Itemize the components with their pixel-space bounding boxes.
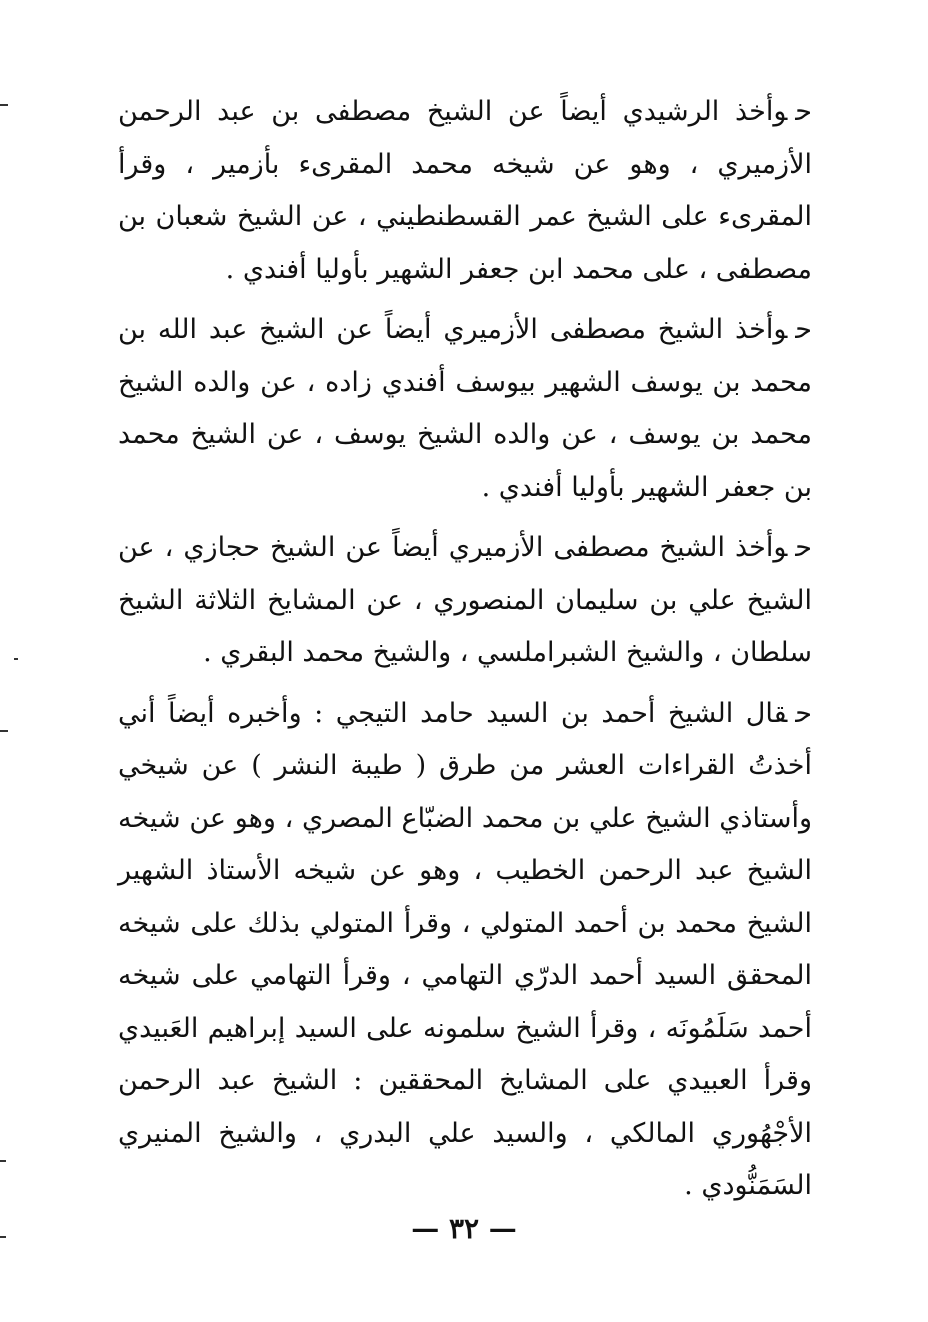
paragraph-marker: ح xyxy=(795,697,812,729)
edge-mark xyxy=(0,730,8,732)
paragraph-text: وأخذ الشيخ مصطفى الأزميري أيضاً عن الشيخ عبد الله بن محمد بن يوسف الشهير بيوسف أفندي زاده ، عن والده الشيخ محمد بن يوسف ، عن والده الشيخ يوسف ، عن الشيخ محمد بن جعفر الشهير بأوليا أفندي . xyxy=(118,314,812,503)
page-number: — ٣٢ — xyxy=(411,1212,517,1245)
paragraph-text: وأخذ الرشيدي أيضاً عن الشيخ مصطفى بن عبد الرحمن الأزميري ، وهو عن شيخه محمد المقرىء بأزمير ، وقرأ المقرىء على الشيخ عمر القسطنطيني ، عن الشيخ شعبان بن مصطفى ، على محمد ابن جعفر الشهير بأوليا أفندي . xyxy=(118,96,812,285)
paragraph-marker: ح xyxy=(795,96,812,127)
paragraph xyxy=(118,304,812,514)
body-text xyxy=(118,86,812,1221)
paragraph xyxy=(118,86,812,296)
paragraph xyxy=(118,522,812,680)
edge-mark xyxy=(0,1160,6,1162)
paragraph-marker: ح xyxy=(795,314,812,345)
paragraph-marker: ح xyxy=(795,532,812,563)
edge-mark xyxy=(0,104,8,106)
paragraph-text: قال الشيخ أحمد بن السيد حامد التيجي : وأخبره أيضاً أني أخذتُ القراءات العشر من طرق ( طيبة النشر ) عن شيخي وأستاذي الشيخ علي بن محمد الضبّاع المصري ، وهو عن شيخه الشيخ عبد الرحمن الخطيب ، وهو عن شيخه الأستاذ الشهير الشيخ محمد بن أحمد المتولي ، وقرأ المتولي بذلك على شيخه المحقق السيد أحمد الدرّي التهامي ، وقرأ التهامي على شيخه أحمد سَلَمُونَه ، وقرأ الشيخ سلمونه على السيد إبراهيم العَبيدي وقرأ العبيدي على المشايخ المحققين : الشيخ عبد الرحمن الأجْهُوري المالكي ، والسيد علي البدري ، والشيخ المنيري السَمَنُّودي . xyxy=(118,697,812,1201)
paragraph xyxy=(118,688,812,1213)
paragraph-text: وأخذ الشيخ مصطفى الأزميري أيضاً عن الشيخ حجازي ، عن الشيخ علي بن سليمان المنصوري ، عن المشايخ الثلاثة الشيخ سلطان ، والشيخ الشبراملسي ، والشيخ محمد البقري . xyxy=(118,532,812,668)
edge-mark xyxy=(14,658,18,660)
